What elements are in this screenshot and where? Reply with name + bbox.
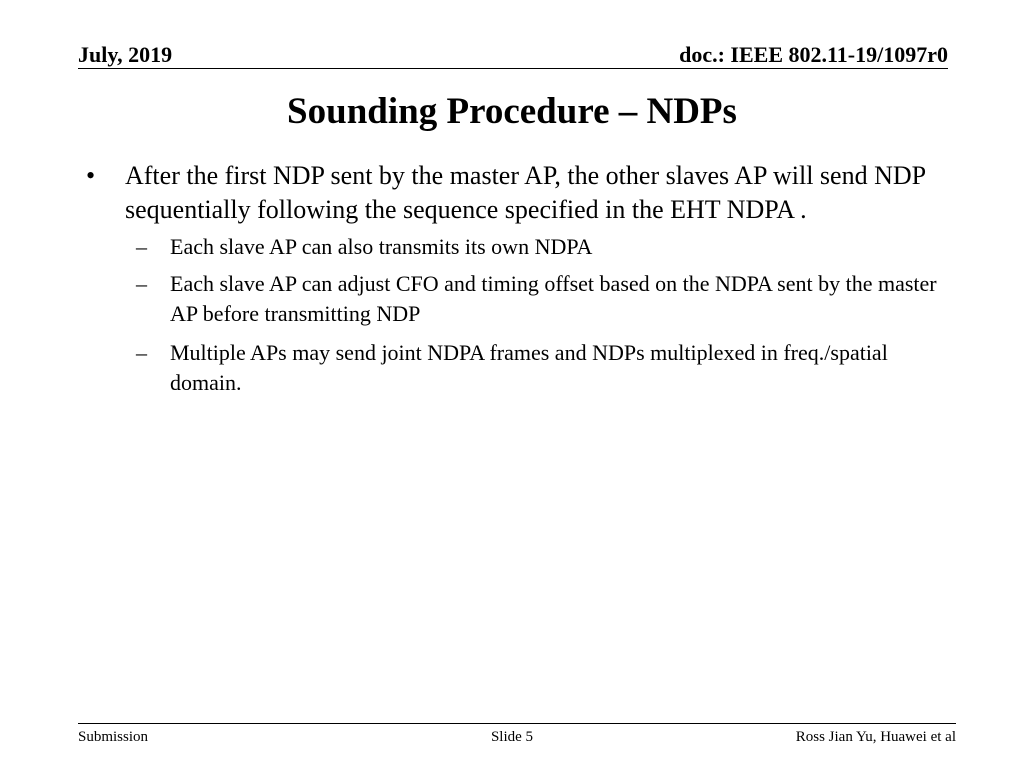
sub-bullet-marker: – — [136, 234, 147, 259]
bullet-marker: • — [86, 161, 96, 190]
sub-bullet-text: Multiple APs may send joint NDPA frames and NDPs multiplexed in freq./spatial domain. — [170, 340, 888, 395]
footer-divider — [78, 723, 956, 724]
footer-slide-number: Slide 5 — [490, 729, 534, 745]
header-date: July, 2019 — [78, 42, 173, 67]
header-divider — [78, 68, 948, 69]
sub-bullet-marker: – — [136, 340, 147, 365]
sub-bullet-text: Each slave AP can adjust CFO and timing offset based on the NDPA sent by the master AP before transmitting NDP — [170, 271, 937, 326]
footer-submission: Submission — [78, 729, 149, 745]
slide-title: Sounding Procedure – NDPs — [287, 91, 737, 132]
bullet-text: After the first NDP sent by the master AP, the other slaves AP will send NDP sequentially following the sequence specified in the EHT NDPA . — [125, 161, 926, 224]
header-doc-id: doc.: IEEE 802.11-19/1097r0 — [679, 42, 948, 67]
sub-bullet-marker: – — [136, 271, 147, 296]
footer-author: Ross Jian Yu, Huawei et al — [795, 729, 956, 745]
sub-bullet-text: Each slave AP can also transmits its own NDPA — [170, 234, 593, 259]
